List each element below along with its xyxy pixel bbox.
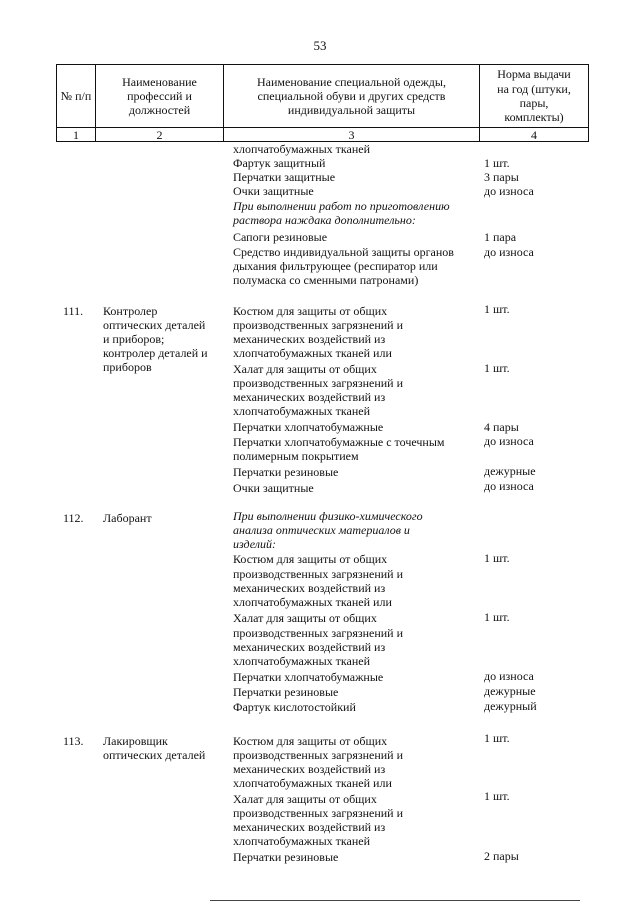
item-line: хлопчатобумажных тканей xyxy=(233,654,371,668)
column-number: 4 xyxy=(480,128,589,142)
item-line: производственных загрязнений и xyxy=(233,806,404,820)
profession-line: Лакировщик xyxy=(103,734,168,748)
column-number: 2 xyxy=(96,128,224,142)
item-line: Костюм для защиты от общих xyxy=(233,734,388,748)
item-line: Очки защитные xyxy=(233,184,314,198)
item-note: изделий: xyxy=(233,537,276,551)
norm-value: 4 пары xyxy=(484,420,519,434)
column-number: 3 xyxy=(224,128,480,142)
profession-line: оптических деталей xyxy=(103,748,206,762)
item-note: При выполнении физико-химического xyxy=(233,509,423,523)
item-line: производственных загрязнений и xyxy=(233,376,404,390)
page-bottom-rule xyxy=(210,900,580,901)
entry-number: 112. xyxy=(63,511,84,525)
item-line: хлопчатобумажных тканей xyxy=(233,834,371,848)
item-line: механических воздействий из xyxy=(233,820,386,834)
header-line: на год (штуки, xyxy=(497,81,571,96)
item-line: хлопчатобумажных тканей или xyxy=(233,595,392,609)
norm-value: 1 пара xyxy=(484,230,517,244)
item-line: Фартук кислотостойкий xyxy=(233,700,356,714)
item-line: полумаска со сменными патронами) xyxy=(233,273,419,287)
item-line: хлопчатобумажных тканей xyxy=(233,404,371,418)
item-line: Средство индивидуальной защиты органов xyxy=(233,245,454,259)
header-line: должностей xyxy=(128,103,191,118)
item-line: Перчатки хлопчатобумажные xyxy=(233,420,384,434)
item-line: Костюм для защиты от общих xyxy=(233,552,388,566)
profession-line: приборов xyxy=(103,360,152,374)
item-line: Халат для защиты от общих xyxy=(233,792,377,806)
header-line: Норма выдачи xyxy=(497,67,571,82)
item-line: Очки защитные xyxy=(233,481,314,495)
item-note: раствора наждака дополнительно: xyxy=(233,213,416,227)
item-line: механических воздействий из xyxy=(233,332,386,346)
entry-number: 113. xyxy=(63,734,84,748)
profession-line: Контролер xyxy=(103,304,158,318)
norm-value: дежурные xyxy=(484,464,536,478)
norm-value: до износа xyxy=(484,434,534,448)
norm-value: 3 пары xyxy=(484,170,519,184)
norm-value: дежурный xyxy=(484,699,537,713)
item-line: Фартук защитный xyxy=(233,156,326,170)
item-line: дыхания фильтрующее (респиратор или xyxy=(233,259,438,273)
norm-value: до износа xyxy=(484,479,534,493)
header-line: индивидуальной защиты xyxy=(287,103,416,118)
header-line: № п/п xyxy=(60,88,92,103)
item-line: хлопчатобумажных тканей или xyxy=(233,346,392,360)
item-line: производственных загрязнений и xyxy=(233,748,404,762)
header-line: комплекты) xyxy=(504,110,564,125)
item-line: механических воздействий из xyxy=(233,762,386,776)
profession-line: и приборов; xyxy=(103,332,165,346)
profession-line: Лаборант xyxy=(103,511,152,525)
item-note: При выполнении работ по приготовлению xyxy=(233,199,450,213)
item-line: механических воздействий из xyxy=(233,581,386,595)
norm-value: до износа xyxy=(484,184,534,198)
norm-value: до износа xyxy=(484,245,534,259)
norm-value: 1 шт. xyxy=(484,731,510,745)
header-line: профессий и xyxy=(127,88,192,103)
item-line: Перчатки хлопчатобумажные xyxy=(233,670,384,684)
item-line: Перчатки хлопчатобумажные с точечным xyxy=(233,435,445,449)
item-line: Сапоги резиновые xyxy=(233,230,328,244)
item-line: Халат для защиты от общих xyxy=(233,362,377,376)
item-line: механических воздействий из xyxy=(233,390,386,404)
norm-value: 1 шт. xyxy=(484,789,510,803)
header-line: Наименование xyxy=(122,74,197,89)
item-line: хлопчатобумажных тканей xyxy=(233,142,371,156)
item-line: полимерным покрытием xyxy=(233,449,359,463)
item-line: производственных загрязнений и xyxy=(233,567,404,581)
header-line: специальной обуви и других средств xyxy=(257,88,446,103)
item-line: Костюм для защиты от общих xyxy=(233,304,388,318)
norm-value: до износа xyxy=(484,669,534,683)
item-line: Перчатки защитные xyxy=(233,170,336,184)
page-number: 53 xyxy=(313,38,327,53)
item-line: производственных загрязнений и xyxy=(233,626,404,640)
norm-value: 1 шт. xyxy=(484,610,510,624)
item-line: механических воздействий из xyxy=(233,640,386,654)
header-line: пары, xyxy=(519,96,549,110)
item-line: Халат для защиты от общих xyxy=(233,611,377,625)
item-line: Перчатки резиновые xyxy=(233,685,339,699)
norm-value: 1 шт. xyxy=(484,361,510,375)
profession-line: контролер деталей и xyxy=(103,346,208,360)
item-line: хлопчатобумажных тканей или xyxy=(233,776,392,790)
header-line: Наименование специальной одежды, xyxy=(257,74,446,89)
item-line: Перчатки резиновые xyxy=(233,465,339,479)
item-line: производственных загрязнений и xyxy=(233,318,404,332)
column-number: 1 xyxy=(57,128,96,142)
item-note: анализа оптических материалов и xyxy=(233,523,410,537)
item-line: Перчатки резиновые xyxy=(233,850,339,864)
profession-line: оптических деталей xyxy=(103,318,206,332)
norm-value: 1 шт. xyxy=(484,551,510,565)
norm-value: 2 пары xyxy=(484,849,519,863)
entry-number: 111. xyxy=(63,304,84,318)
norm-value: 1 шт. xyxy=(484,156,510,170)
norm-value: дежурные xyxy=(484,684,536,698)
norm-value: 1 шт. xyxy=(484,302,510,316)
